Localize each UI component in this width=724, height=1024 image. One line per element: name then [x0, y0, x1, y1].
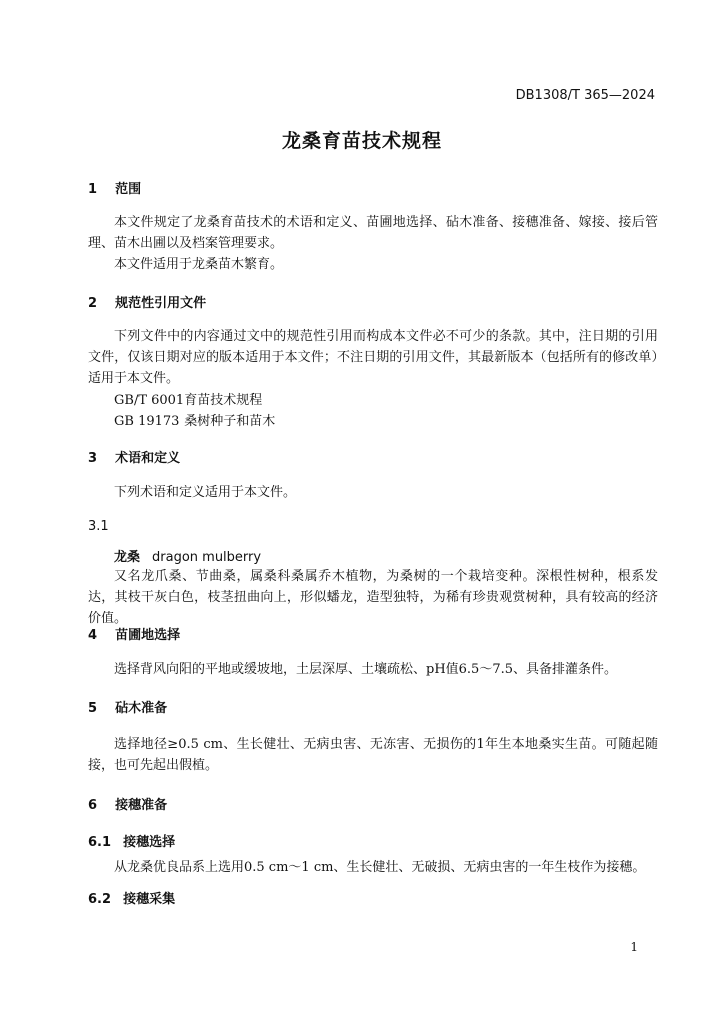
reference-code: GB/T 6001: [114, 393, 185, 408]
paragraph-references: 下列文件中的内容通过文中的规范性引用而构成本文件必不可少的条款。其中，注日期的引用文件，仅该日期对应的版本适用于本文件；不注日期的引用文件，其最新版本（包括所有的修改单）适用于本文件。: [88, 329, 658, 386]
term-number: 3.1: [88, 519, 109, 534]
term-chinese: 龙桑: [114, 550, 141, 565]
term-definition: 又名龙爪桑、节曲桑，属桑科桑属乔木植物，为桑树的一个栽培变种。深根性树种，根系发达，其枝干灰白色，枝茎扭曲向上，形似蟠龙，造型独特，为稀有珍贵观赏树种，具有较高的经济价值。: [88, 569, 658, 626]
page-number: 1: [630, 940, 638, 954]
section-title: 接穗采集: [123, 892, 176, 907]
reference-item: [114, 410, 275, 429]
section-number: 6: [88, 798, 98, 813]
section-number: 1: [88, 182, 98, 197]
section-heading-3: [88, 447, 180, 466]
section-heading-6: [88, 794, 167, 813]
section-number: 3: [88, 451, 98, 466]
section-heading-5: [88, 697, 167, 716]
term-entry: [114, 546, 261, 565]
section-heading-6-1: [88, 831, 175, 850]
section-title: 接穗准备: [115, 798, 168, 813]
document-title: 龙桑育苗技术规程: [281, 130, 442, 152]
section-number: 6.2: [88, 892, 112, 907]
section-number: 4: [88, 628, 98, 643]
document-code: DB1308/T 365—2024: [515, 88, 655, 103]
section-heading-2: [88, 292, 206, 311]
paragraph-scion-selection: 从龙桑优良品系上选用0.5 cm～1 cm、生长健壮、无破损、无病虫害的一年生枝作为接穗。: [114, 860, 646, 875]
section-heading-6-2: [88, 888, 175, 907]
section-number: 6.1: [88, 835, 112, 850]
section-number: 2: [88, 296, 98, 311]
section-number: 5: [88, 701, 98, 716]
section-heading-4: [88, 624, 180, 643]
paragraph-scope-2: 本文件适用于龙桑苗木繁育。: [114, 257, 284, 272]
paragraph-terms: 下列术语和定义适用于本文件。: [114, 485, 297, 500]
reference-item: [114, 389, 262, 408]
section-title: 砧木准备: [115, 701, 168, 716]
section-title: 规范性引用文件: [115, 296, 207, 311]
section-title: 范围: [115, 182, 142, 197]
section-title: 苗圃地选择: [115, 628, 181, 643]
section-heading-1: [88, 178, 141, 197]
reference-name: 桑树种子和苗木: [184, 414, 276, 429]
reference-name: 育苗技术规程: [184, 393, 263, 408]
section-title: 接穗选择: [123, 835, 176, 850]
paragraph-scope-1: 本文件规定了龙桑育苗技术的术语和定义、苗圃地选择、砧木准备、接穗准备、嫁接、接后管理、苗木出圃以及档案管理要求。: [88, 215, 658, 251]
paragraph-rootstock: 选择地径≥0.5 cm、生长健壮、无病虫害、无冻害、无损伤的1年生本地桑实生苗。可随起随接，也可先起出假植。: [88, 737, 658, 773]
section-title: 术语和定义: [115, 451, 181, 466]
reference-code: GB 19173: [114, 414, 180, 429]
paragraph-nursery: 选择背风向阳的平地或缓坡地，土层深厚、土壤疏松、pH值6.5～7.5、具备排灌条件。: [114, 662, 618, 677]
term-english: dragon mulberry: [152, 550, 262, 565]
